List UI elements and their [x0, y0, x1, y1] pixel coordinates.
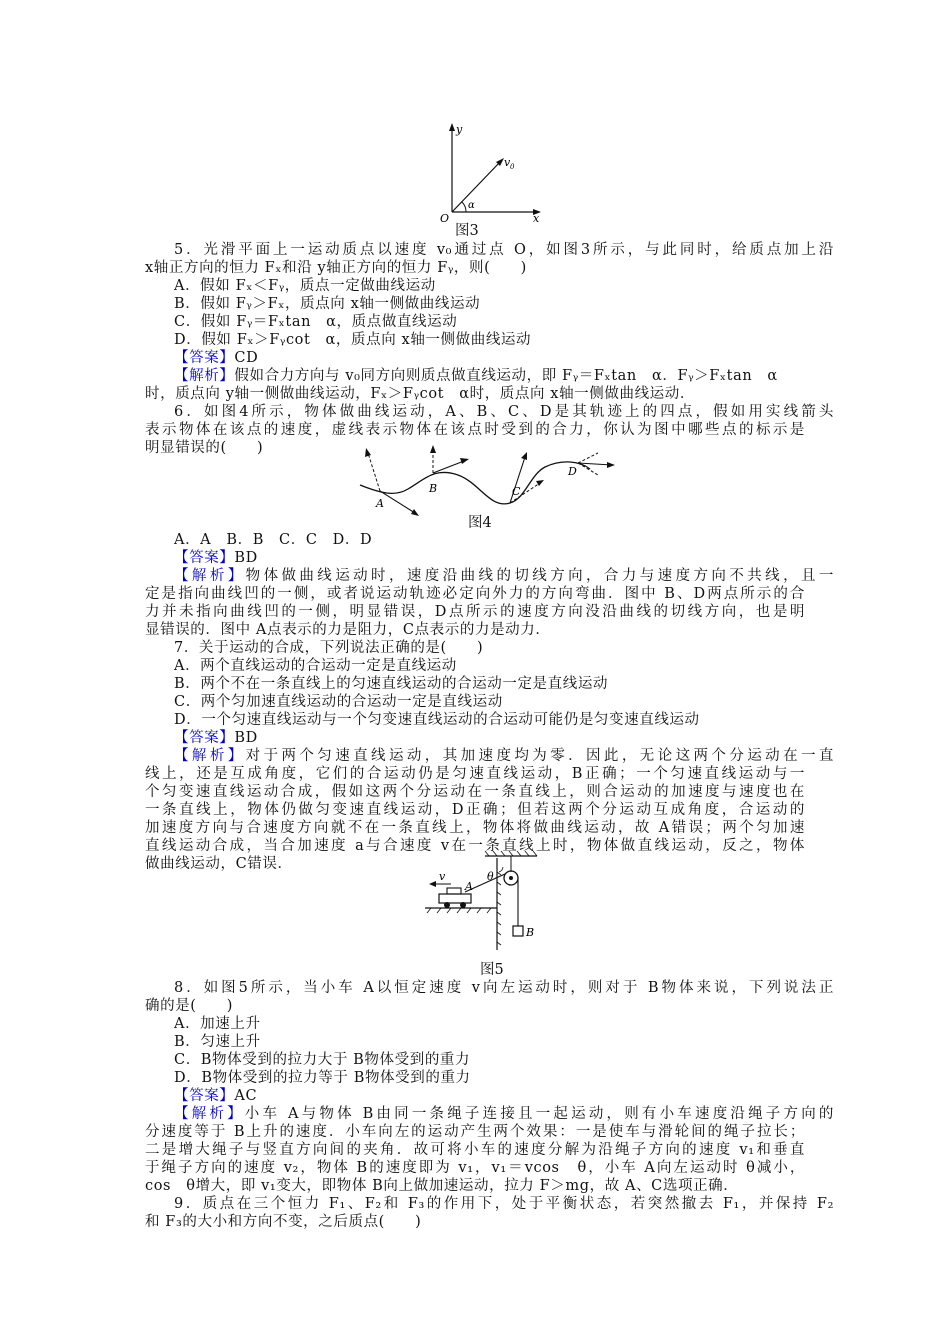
q5-option-d: D．假如 Fₓ＞Fᵧcot α，质点向 x轴一侧做曲线运动 — [174, 332, 532, 348]
analysis-text: 物体做曲线运动时，速度沿曲线的切线方向，合力与速度方向不共线，且一 — [245, 568, 834, 584]
analysis-tag: 【解析】 — [174, 1106, 245, 1122]
figure-5-caption: 图5 — [480, 962, 504, 978]
q9-stem-line-1: 9．质点在三个恒力 F₁、F₂和 F₃的作用下，处于平衡状态，若突然撤去 F₁，并保持 F₂ — [174, 1196, 834, 1212]
fig3-label-origin: O — [440, 212, 450, 223]
q6-stem-line-1: 6．如图4所示，物体做曲线运动，A、B、C、D是其轨迹上的四点，假如用实线箭头 — [174, 404, 834, 420]
q8-option-c: C．B物体受到的拉力大于 B物体受到的重力 — [174, 1052, 471, 1068]
q9-stem-line-2: 和 F₃的大小和方向不变，之后质点( ) — [145, 1214, 422, 1230]
q8-option-d: D．B物体受到的拉力等于 B物体受到的重力 — [174, 1070, 471, 1086]
q6-analysis-line-4: 显错误的．图中 A点表示的力是阻力，C点表示的力是动力． — [145, 622, 551, 638]
fig3-label-x: x — [533, 212, 540, 223]
analysis-tag: 【解析】 — [174, 568, 246, 584]
answer-tag: 【答案】 — [174, 350, 235, 366]
q8-analysis-line-1 — [174, 1105, 834, 1123]
q5-option-a: A．假如 Fₓ＜Fᵧ，质点一定做曲线运动 — [174, 278, 436, 294]
q7-stem: 7．关于运动的合成，下列说法正确的是( ) — [174, 640, 484, 656]
fig3-label-velocity: v — [504, 156, 511, 169]
fig5-label-a: A — [465, 880, 473, 893]
q7-analysis-line-6: 直线运动合成，当合加速度 a与合速度 v在一条直线上时，物体做直线运动，反之，物体 — [145, 838, 805, 854]
q6-stem-line-3: 明显错误的( ) — [145, 440, 264, 456]
q5-answer — [174, 349, 834, 367]
q6-answer — [174, 549, 834, 567]
q7-option-b: B．两个不在一条直线上的匀速直线运动的合运动一定是直线运动 — [174, 676, 609, 692]
q6-analysis-line-1 — [174, 567, 834, 585]
fig5-label-theta: θ — [487, 870, 494, 883]
q6-options: A．A B．B C．C D．D — [174, 532, 373, 548]
q8-analysis-line-5: cos θ增大，即 v₁变大，即物体 B向上做加速运动，拉力 F＞mg，故 A、C选项正确． — [145, 1178, 739, 1194]
analysis-tag: 【解析】 — [174, 748, 246, 764]
analysis-text: 对于两个匀速直线运动，其加速度均为零．因此，无论这两个分运动在一直 — [245, 748, 834, 764]
answer-value: AC — [234, 1088, 258, 1104]
fig3-label-velocity-sub: 0 — [510, 163, 515, 171]
q6-analysis-line-2: 定是指向曲线凹的一侧，或者说运动轨迹必定向外力的方向弯曲．图中 B、D两点所示的合 — [145, 586, 805, 602]
analysis-tag: 【解析】 — [174, 368, 235, 384]
q8-option-a: A．加速上升 — [174, 1016, 261, 1032]
fig5-label-b: B — [526, 926, 535, 939]
fig3-label-y: y — [456, 123, 463, 136]
figure-4-caption: 图4 — [468, 515, 492, 531]
answer-tag: 【答案】 — [174, 550, 235, 566]
analysis-text: 小车 A与物体 B由同一条绳子连接且一起运动，则有小车速度沿绳子方向的 — [244, 1106, 834, 1122]
answer-value: BD — [234, 730, 258, 746]
answer-value: CD — [234, 350, 259, 366]
q7-analysis-line-4: 一条直线上，物体仍做匀变速直线运动，D正确；但若这两个分运动互成角度，合运动的 — [145, 802, 805, 818]
q8-analysis-line-4: 于绳子方向的速度 v₂，物体 B的速度即为 v₁，v₁＝vcos θ，小车 A向左运动时 θ减小， — [145, 1160, 805, 1176]
q7-option-a: A．两个直线运动的合运动一定是直线运动 — [174, 658, 457, 674]
q7-answer — [174, 729, 834, 747]
answer-value: BD — [234, 550, 258, 566]
q8-stem-line-2: 确的是( ) — [145, 998, 234, 1014]
q5-option-b: B．假如 Fᵧ＞Fₓ，质点向 x轴一侧做曲线运动 — [174, 296, 481, 312]
q7-analysis-line-3: 个匀变速直线运动合成，假如这两个分运动在一条直线上，则合运动的加速度与速度也在 — [145, 784, 805, 800]
q7-analysis-line-5: 加速度方向与合速度方向就不在一条直线上，物体将做曲线运动，故 A错误；两个匀加速 — [145, 820, 805, 836]
q8-option-b: B．匀速上升 — [174, 1034, 261, 1050]
q8-answer — [174, 1087, 834, 1105]
q8-stem-line-1: 8．如图5所示，当小车 A以恒定速度 v向左运动时，则对于 B物体来说，下列说法正 — [174, 980, 834, 996]
q7-analysis-line-1 — [174, 747, 834, 765]
q5-analysis-line-2: 时，质点向 y轴一侧做曲线运动，Fₓ＞Fᵧcot α时，质点向 x轴一侧做曲线运动． — [145, 386, 695, 402]
answer-tag: 【答案】 — [174, 730, 235, 746]
q7-analysis-line-7: 做曲线运动，C错误． — [145, 856, 293, 872]
fig4-label-a: A — [376, 497, 384, 510]
figure-3-axes-diagram — [420, 118, 550, 223]
q8-analysis-line-2: 分速度等于 B上升的速度．小车向左的运动产生两个效果：一是使车与滑轮间的绳子拉长； — [145, 1124, 805, 1140]
figure-4-trajectory-diagram — [350, 445, 615, 525]
q5-option-c: C．假如 Fᵧ＝Fₓtan α，质点做直线运动 — [174, 314, 458, 330]
q5-stem-line-1: 5．光滑平面上一运动质点以速度 v₀通过点 O，如图3所示，与此同时，给质点加上沿 — [174, 242, 834, 258]
q7-option-c: C．两个匀加速直线运动的合运动一定是直线运动 — [174, 694, 503, 710]
q5-stem-line-2: x轴正方向的恒力 Fₓ和沿 y轴正方向的恒力 Fᵧ，则( ) — [145, 260, 527, 276]
fig4-label-d: D — [568, 465, 577, 478]
q5-analysis-line-1 — [174, 367, 834, 385]
figure-5-pulley-diagram — [425, 850, 545, 962]
q8-analysis-line-3: 二是增大绳子与竖直方向间的夹角．故可将小车的速度分解为沿绳子方向的速度 v₁和垂直 — [145, 1142, 805, 1158]
q6-stem-line-2: 表示物体在该点的速度，虚线表示物体在该点时受到的合力，你认为图中哪些点的标示是 — [145, 422, 805, 438]
answer-tag: 【答案】 — [174, 1088, 235, 1104]
fig4-label-b: B — [429, 482, 438, 495]
fig4-label-c: C — [512, 485, 521, 498]
analysis-text: 假如合力方向与 v₀同方向则质点做直线运动，即 Fᵧ＝Fₓtan α．Fᵧ＞Fₓtan α — [234, 368, 778, 384]
fig3-label-angle: α — [468, 200, 475, 211]
fig5-label-v: v — [439, 870, 446, 883]
figure-3-caption: 图3 — [455, 223, 479, 239]
q6-analysis-line-3: 力并未指向曲线凹的一侧，明显错误，D点所示的速度方向没沿曲线的切线方向，也是明 — [145, 604, 805, 620]
q7-option-d: D．一个匀速直线运动与一个匀变速直线运动的合运动可能仍是匀变速直线运动 — [174, 712, 700, 728]
q7-analysis-line-2: 线上，还是互成角度，它们的合运动仍是匀速直线运动，B正确；一个匀速直线运动与一 — [145, 766, 805, 782]
